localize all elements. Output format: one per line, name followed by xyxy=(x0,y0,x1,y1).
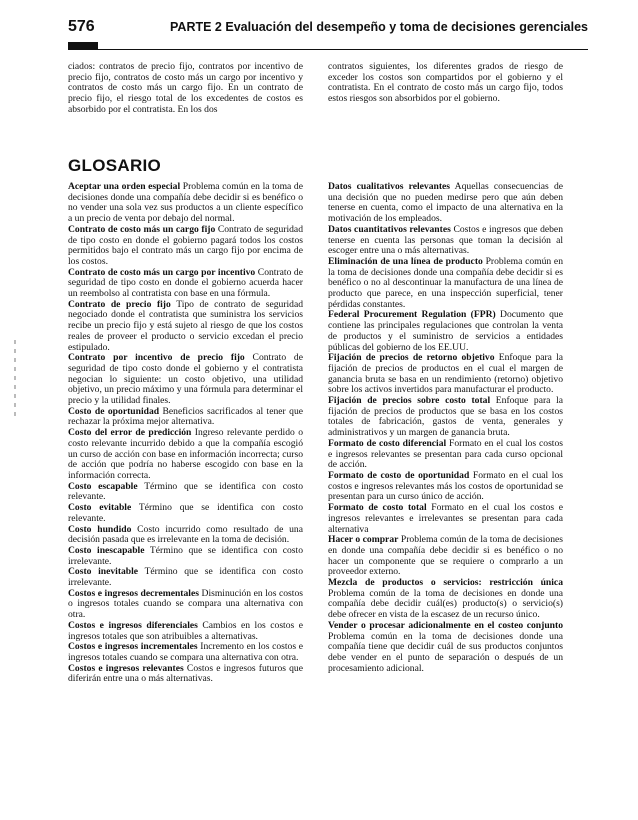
glossary-entry xyxy=(328,535,563,578)
glossary-entry xyxy=(68,182,303,225)
glossary-term: Costo del error de predicción xyxy=(68,427,192,439)
glossary-term: Eliminación de una línea de producto xyxy=(328,255,483,267)
glossary-term: Fijación de precios sobre costo total xyxy=(328,395,491,407)
glossary-term: Formato de costo total xyxy=(328,502,427,514)
header-rule xyxy=(68,49,588,50)
glossary-term: Contrato de costo más un cargo por incentivo xyxy=(68,266,256,278)
glossary-term: Costo evitable xyxy=(68,502,132,514)
glossary-entry xyxy=(328,621,563,675)
glossary-definition: Cambios en los costos e ingresos totales que son atribuibles a alternativas. xyxy=(68,619,303,642)
glossary-term: Mezcla de productos o servicios: restricción única xyxy=(328,577,563,589)
glossary-term: Costos e ingresos relevantes xyxy=(68,662,184,674)
glossary-definition: Formato en el cual los costos e ingresos relevantes se presentan para cada curso opcional de acción. xyxy=(328,437,563,471)
glossary-heading: GLOSARIO xyxy=(68,156,162,175)
glossary-entry xyxy=(68,525,303,546)
glossary-entry xyxy=(68,300,303,354)
glossary-term: Datos cuantitativos relevantes xyxy=(328,223,451,235)
glossary-term: Contrato de costo más un cargo fijo xyxy=(68,223,216,235)
glossary-entry xyxy=(68,482,303,503)
page-number: 576 xyxy=(68,18,95,35)
glossary-entry xyxy=(68,225,303,268)
glossary-entry xyxy=(68,268,303,300)
glossary-term: Costos e ingresos diferenciales xyxy=(68,619,198,631)
intro-text-left: ciados: contratos de precio fijo, contratos por incentivo de precio fijo, contratos de costo más un cargo por incentivo y contratos de costo más un cargo fijo. En un contrato de precio fijo, el riesgo total de los excedentes de costos es absorbido por el contratista. En los dos xyxy=(68,62,303,115)
glossary-term: Costo de oportunidad xyxy=(68,405,160,417)
glossary-definition: Incremento en los costos e ingresos totales cuando se compara una alternativa con otra. xyxy=(68,641,303,663)
glossary-entry xyxy=(328,471,563,503)
glossary-definition: Contrato de seguridad de tipo costo donde el gobierno y el contratista negocian lo siguiente: un costo objetivo, una utilidad objetivo, un precio máximo y una fórmula para determinar el precio y la utilidad finales. xyxy=(68,352,303,407)
page-header xyxy=(68,18,588,38)
glossary-column-right xyxy=(328,182,563,812)
glossary-term: Vender o procesar adicionalmente en el costeo conjunto xyxy=(328,619,563,631)
margin-scan-marks xyxy=(14,340,16,420)
glossary-definition: Costos e ingresos que deben tenerse en cuenta las personas que toman la decisión al escoger entre una o más alternativas. xyxy=(328,223,563,257)
glossary-term: Costo inevitable xyxy=(68,566,139,578)
glossary-entry xyxy=(328,396,563,439)
intro-text-right: contratos siguientes, los diferentes grados de riesgo de exceder los costos son compartidos por el gobierno y el contratista. En el contrato de costo más un cargo fijo, todos estos riesgos son absorbidos por el gobierno. xyxy=(328,62,563,105)
glossary-term: Fijación de precios de retorno objetivo xyxy=(328,352,495,364)
glossary-entry xyxy=(328,257,563,311)
glossary-term: Costo escapable xyxy=(68,480,138,492)
glossary-entry xyxy=(68,567,303,588)
glossary-term: Costo inescapable xyxy=(68,544,145,556)
glossary-entry xyxy=(328,439,563,471)
glossary-definition: Disminución en los costos o ingresos totales cuando se compara una alternativa con otra. xyxy=(68,587,303,621)
glossary-definition: Formato en el cual los costos e ingresos relevantes e irrelevantes se presentan para cada alternativa xyxy=(328,502,563,535)
glossary-definition: Contrato de seguridad de tipo costo en donde el gobierno acuerda hacer un reembolso al contratista con base en una fórmula. xyxy=(68,266,303,300)
glossary-definition: Término que se identifica con costo irrelevante. xyxy=(68,566,303,589)
glossary-definition: Problema común de la toma de decisiones en donde una compañía debe decidir si es benéfico o no hacer un componente que se requiere o comprarlo a un proveedor externo. xyxy=(328,534,563,578)
glossary-definition: Problema común de la toma de decisiones en donde una compañía debe decidir cuál(es) producto(s) o servicio(s) debe ofrecer en vista de la escasez de un recurso único. xyxy=(328,587,563,621)
glossary-column-left xyxy=(68,182,303,812)
glossary-term: Formato de costo diferencial xyxy=(328,437,447,449)
glossary-entry xyxy=(68,407,303,428)
glossary-term: Costos e ingresos decrementales xyxy=(68,587,199,599)
glossary-definition: Término que se identifica con costo irrelevante. xyxy=(68,544,303,567)
glossary-term: Aceptar una orden especial xyxy=(68,182,181,192)
glossary-definition: Costo incurrido como resultado de una decisión pasada que es irrelevante en la toma de decisión. xyxy=(68,523,303,546)
glossary-entry xyxy=(328,182,563,225)
glossary-term: Datos cualitativos relevantes xyxy=(328,182,451,192)
glossary-term: Hacer o comprar xyxy=(328,534,399,546)
glossary-entry xyxy=(328,225,563,257)
glossary-entry xyxy=(328,578,563,621)
glossary-entry xyxy=(68,621,303,642)
glossary-entry xyxy=(68,546,303,567)
glossary-definition: Documento que contiene las principales regulaciones que controlan la venta de productos y el suministro de servicios a entidades públicas del gobierno de los EE.UU. xyxy=(328,309,563,353)
glossary-term: Formato de costo de oportunidad xyxy=(328,469,470,481)
glossary-definition: Término que se identifica con costo relevante. xyxy=(68,502,303,524)
glossary-term: Contrato de precio fijo xyxy=(68,298,171,310)
glossary-entry xyxy=(68,353,303,407)
glossary-entry xyxy=(328,503,563,535)
glossary-definition: Término que se identifica con costo relevante. xyxy=(68,480,303,503)
glossary-term: Costos e ingresos incrementales xyxy=(68,641,198,653)
glossary-definition: Beneficios sacrificados al tener que rechazar la próxima mejor alternativa. xyxy=(68,405,303,428)
glossary-definition: Ingreso relevante perdido o costo relevante incurrido debido a que la compañía escogió un curso de acción con base en información incorrecta; curso de acción que podría no haberse escogido con base en la información correcta. xyxy=(68,427,303,481)
glossary-entry xyxy=(68,589,303,621)
glossary-entry xyxy=(68,664,303,685)
glossary-definition: Costos e ingresos futuros que diferirán entre una o más alternativas. xyxy=(68,662,303,685)
glossary-definition: Enfoque para la fijación de precios de productos que se basa en los costos totales de fabricación, gastos de venta, generales y administrativos y un margen de ganancia bruta. xyxy=(328,395,563,439)
glossary-definition: Problema común en la toma de decisiones donde una compañía tiene que decidir cuál de sus productos conjuntos debe vender en el punto de separación o después de un procesamiento adicional. xyxy=(328,630,563,674)
glossary-definition: Enfoque para la fijación de precios de productos en el cual el margen de ganancia bruta se basa en un rendimiento (retorno) objetivo sobre los activos invertidos para manufacturar el producto. xyxy=(328,352,563,396)
glossary-definition: Problema común en la toma de decisiones donde una compañía debe decidir si es benéfico o no al descontinuar la manufactura de una línea de producto que parece, en una inspección superficial, tener pérdidas constantes. xyxy=(328,255,563,310)
glossary-entry xyxy=(68,642,303,663)
glossary-definition: Problema común en la toma de decisiones donde una compañía debe decidir si es benéfico o no vender una sola vez sus productos a un cliente específico a un precio de venta por debajo del normal. xyxy=(68,182,303,225)
glossary-definition: Tipo de contrato de seguridad negociado donde el contratista que suministra los servicios recibe un precio fijo y está sujeto al riesgo de que los costos reales de proveer el producto o servicio excedan el precio estipulado. xyxy=(68,298,303,353)
glossary-entry xyxy=(328,353,563,396)
glossary-entry xyxy=(68,428,303,482)
glossary-term: Contrato por incentivo de precio fijo xyxy=(68,352,245,364)
glossary-term: Federal Procurement Regulation (FPR) xyxy=(328,309,496,321)
glossary-entry xyxy=(328,310,563,353)
glossary-definition: Contrato de seguridad de tipo costo en donde el gobierno pagará todos los costos permitidos bajo el contrato más un cargo fijo por encima de los costos. xyxy=(68,223,303,267)
glossary-definition: Aquellas consecuencias de una decisión que no pueden medirse pero que aún deben tenerse en cuenta, como el impacto de una alternativa en la motivación de los empleados. xyxy=(328,182,563,225)
glossary-definition: Formato en el cual los costos e ingresos relevantes más los costos de oportunidad se presentan para un curso único de acción. xyxy=(328,469,563,503)
running-title: PARTE 2 Evaluación del desempeño y toma de decisiones gerenciales xyxy=(170,20,588,34)
glossary-entry xyxy=(68,503,303,524)
glossary-term: Costo hundido xyxy=(68,523,132,535)
